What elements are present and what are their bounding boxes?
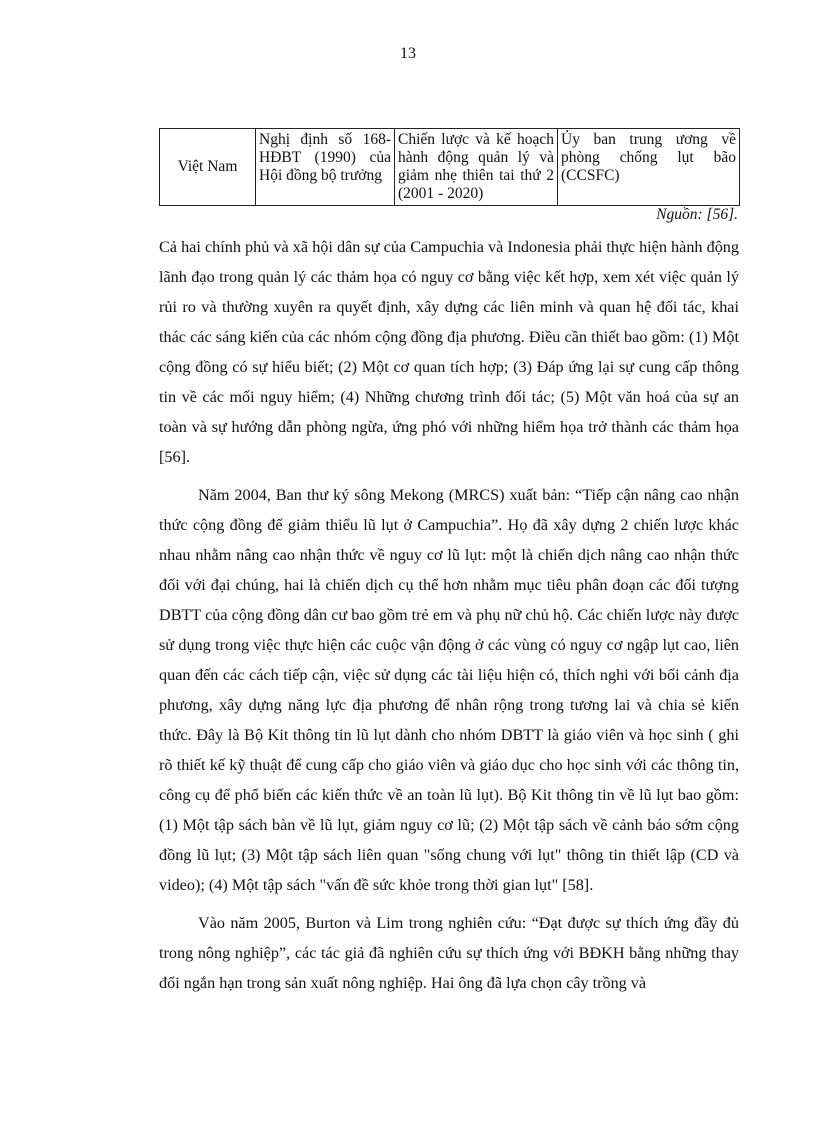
- policy-table-grid: [159, 128, 740, 206]
- table-cell-law: Nghị định số 168-HĐBT (1990) của Hội đồng bộ trưởng: [256, 129, 395, 206]
- paragraph: Vào năm 2005, Burton và Lim trong nghiên cứu: “Đạt được sự thích ứng đầy đủ trong nông nghiệp”, các tác giả đã nghiên cứu sự thích ứng với BĐKH bằng những thay đổi ngắn hạn trong sản xuất nông nghiệp. Hai ông đã lựa chọn cây trồng và: [159, 914, 739, 992]
- table-cell-country: Việt Nam: [160, 129, 256, 206]
- table-row: [160, 129, 740, 206]
- table-cell-strategy: Chiến lược và kế hoạch hành động quản lý và giảm nhẹ thiên tai thứ 2 (2001 - 2020): [395, 129, 558, 206]
- table-cell-agency: Ủy ban trung ương về phòng chống lụt bão (CCSFC): [558, 129, 740, 206]
- page-number: 13: [400, 45, 416, 62]
- body-text: [159, 232, 739, 1006]
- table-source-note: Nguồn: [56].: [656, 206, 738, 223]
- policy-table: [159, 128, 739, 206]
- paragraph: Năm 2004, Ban thư ký sông Mekong (MRCS) xuất bản: “Tiếp cận nâng cao nhận thức cộng đồng để giảm thiểu lũ lụt ở Campuchia”. Họ đã xây dựng 2 chiến lược khác nhau nhằm nâng cao nhận thức về nguy cơ lũ lụt: một là chiến dịch nâng cao nhận thức đối với đại chúng, hai là chiến dịch cụ thể hơn nhằm mục tiêu phân đoạn các đối tượng DBTT của cộng đồng dân cư bao gồm trẻ em và phụ nữ chủ hộ. Các chiến lược này được sử dụng trong việc thực hiện các cuộc vận động ở các vùng có nguy cơ ngập lụt cao, liên quan đến các cách tiếp cận, việc sử dụng các tài liệu hiện có, thích nghi với bối cảnh địa phương, xây dựng năng lực địa phương để nhân rộng trong tương lai và chia sẻ kiến thức. Đây là Bộ Kit thông tin lũ lụt dành cho nhóm DBTT là giáo viên và học sinh ( ghi rõ thiết kế kỹ thuật để cung cấp cho giáo viên và giáo dục cho học sinh với các thông tin, công cụ để phổ biến các kiến thức về an toàn lũ lụt). Bộ Kit thông tin về lũ lụt bao gồm: (1) Một tập sách bàn về lũ lụt, giảm nguy cơ lũ; (2) Một tập sách về cảnh báo sớm cộng đồng lũ lụt; (3) Một tập sách liên quan "sống chung với lụt" thông tin thiết lập (CD và video); (4) Một tập sách "vấn đề sức khỏe trong thời gian lụt" [58].: [159, 486, 739, 894]
- paragraph: Cả hai chính phủ và xã hội dân sự của Campuchia và Indonesia phải thực hiện hành động lãnh đạo trong quản lý các thảm họa có nguy cơ bằng việc kết hợp, xem xét việc quản lý rủi ro và thường xuyên ra quyết định, xây dựng các liên minh và quan hệ đối tác, khai thác các sáng kiến của các nhóm cộng đồng địa phương. Điều cần thiết bao gồm: (1) Một cộng đồng có sự hiểu biết; (2) Một cơ quan tích hợp; (3) Đáp ứng lại sự cung cấp thông tin về các mối nguy hiểm; (4) Những chương trình đối tác; (5) Một văn hoá của sự an toàn và sự hướng dẫn phòng ngừa, ứng phó với những hiểm họa trở thành các thảm họa [56].: [159, 238, 739, 466]
